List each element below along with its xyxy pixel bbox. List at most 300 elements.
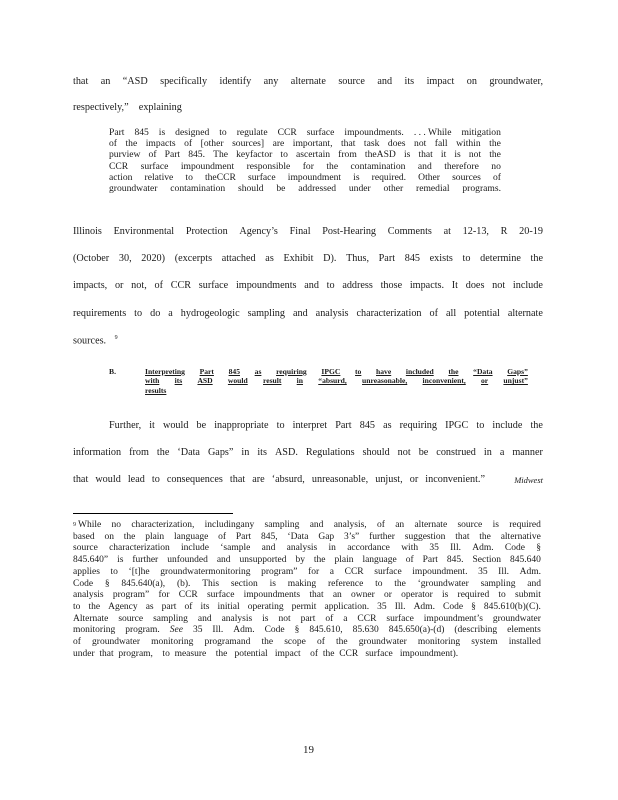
quote-line xyxy=(109,149,501,160)
word: in xyxy=(241,447,250,458)
word: the xyxy=(326,160,339,172)
word: making xyxy=(287,578,317,589)
word: a xyxy=(168,308,173,319)
section-heading xyxy=(145,367,528,395)
word: Agency’s xyxy=(239,226,278,237)
word: groundwatermonitoring xyxy=(160,566,251,577)
body-text xyxy=(73,474,485,485)
word: that xyxy=(455,531,470,542)
word: Code xyxy=(504,543,525,554)
word: and xyxy=(216,555,231,566)
word: should xyxy=(362,447,390,458)
word: Post-Hearing xyxy=(322,226,377,237)
word: surface xyxy=(374,566,402,577)
word: designed xyxy=(175,127,210,138)
word: (describing xyxy=(454,625,498,636)
word: at xyxy=(443,226,451,237)
word: exists xyxy=(429,253,453,264)
word: alternate xyxy=(290,76,326,87)
word: of xyxy=(492,171,501,183)
word: inconvenient, xyxy=(422,376,466,386)
word: as xyxy=(383,420,392,431)
word: its xyxy=(200,601,210,612)
word: therefore xyxy=(444,160,479,172)
word: the xyxy=(156,447,170,458)
word: § xyxy=(536,543,541,554)
word: would xyxy=(95,474,121,485)
heading-line xyxy=(145,386,528,395)
word: surface xyxy=(306,127,335,138)
word: surface xyxy=(198,280,229,291)
body-text: sources. xyxy=(73,335,107,347)
word: inconvenient.” xyxy=(425,474,485,485)
word: Thus, xyxy=(346,253,369,264)
word: source xyxy=(457,520,483,530)
word: See xyxy=(169,625,183,636)
word: Ill. xyxy=(450,543,461,554)
word: from xyxy=(338,149,357,161)
word: It xyxy=(451,280,459,291)
word: submit xyxy=(515,590,541,601)
word: The xyxy=(213,149,228,161)
word: are xyxy=(272,138,285,150)
word: Ill. xyxy=(394,601,406,612)
word: would xyxy=(227,376,248,386)
word: impoundment’s xyxy=(423,613,483,624)
word: the xyxy=(125,138,138,150)
word: a xyxy=(343,613,348,624)
word: surface xyxy=(206,590,235,601)
word: important, xyxy=(292,138,333,150)
word: of xyxy=(376,520,385,530)
word: application. xyxy=(324,601,370,612)
word: Part xyxy=(378,253,396,264)
word: program. xyxy=(125,625,160,636)
word: task xyxy=(363,138,380,150)
word: of xyxy=(325,613,334,624)
heading-text: results xyxy=(145,385,167,395)
word: that xyxy=(73,474,89,485)
word: the xyxy=(489,138,501,150)
word: analysis xyxy=(73,590,104,601)
word: further xyxy=(132,555,159,566)
word: an xyxy=(395,520,405,530)
word: surface xyxy=(386,613,414,624)
word: impoundment. xyxy=(412,566,468,577)
word: Code xyxy=(73,578,94,589)
word: and xyxy=(197,613,212,624)
word: This xyxy=(202,578,220,589)
word: not, xyxy=(131,280,147,291)
body-line xyxy=(109,420,543,431)
footnote-line xyxy=(73,532,541,544)
body-line xyxy=(73,226,543,237)
word: part xyxy=(300,613,316,624)
word: potential xyxy=(464,308,500,319)
word: keyfactor xyxy=(236,149,273,161)
word: of xyxy=(73,637,81,648)
word: not xyxy=(468,149,482,161)
word: no xyxy=(491,160,501,172)
word: is xyxy=(262,613,269,624)
word: is xyxy=(353,171,360,183)
word: included xyxy=(405,367,434,376)
word: impacts, xyxy=(73,280,108,291)
word: to xyxy=(326,280,335,291)
word: Gaps” xyxy=(507,367,528,376)
word: construed xyxy=(436,447,476,458)
word: Illinois xyxy=(73,226,102,237)
word: alternate xyxy=(507,308,543,319)
word: to xyxy=(476,420,485,431)
word: Interpreting xyxy=(145,367,185,376)
word: Alternate xyxy=(73,613,109,624)
word: the xyxy=(261,637,274,648)
word: operating xyxy=(247,601,284,612)
word: and xyxy=(527,578,541,589)
word: an xyxy=(332,590,342,601)
word: to xyxy=(151,474,160,485)
word: the xyxy=(479,531,491,542)
word: impacts. xyxy=(409,280,445,291)
word: of xyxy=(109,138,117,150)
word: fall xyxy=(434,138,448,150)
word: further xyxy=(369,531,395,542)
footnote-line xyxy=(73,520,541,532)
word: Part xyxy=(109,127,125,138)
word: Protection xyxy=(185,226,228,237)
word: source xyxy=(118,613,144,624)
word: ‘Data xyxy=(177,447,200,458)
word: it xyxy=(149,420,155,431)
word: with xyxy=(401,543,419,554)
word: its xyxy=(257,447,267,458)
word: programand xyxy=(204,637,251,648)
footnote-separator xyxy=(73,513,233,514)
footnote-line: under that program, to measure the potential impact of the CCR surface impoundment). xyxy=(73,648,459,659)
word: and xyxy=(309,520,324,530)
word: groundwater, xyxy=(489,76,543,87)
word: scope xyxy=(284,637,306,648)
word: Adm. xyxy=(413,601,435,612)
word: Part xyxy=(164,149,181,161)
word: Ill. xyxy=(498,566,509,577)
word: of xyxy=(218,531,227,542)
word: 35 xyxy=(429,543,439,554)
word: to xyxy=(110,566,118,577)
word: be xyxy=(196,420,207,431)
word: theASD xyxy=(364,149,396,161)
word: 845 xyxy=(134,127,149,138)
word: language xyxy=(174,531,209,542)
word: Environmental xyxy=(113,226,175,237)
word: for xyxy=(302,160,314,172)
word: analysis xyxy=(286,543,318,554)
word: (October xyxy=(73,253,110,264)
word: to xyxy=(498,590,506,601)
word: impoundments xyxy=(235,280,297,291)
word: CCR xyxy=(109,160,129,172)
word: alternative xyxy=(500,531,541,542)
word: would xyxy=(162,420,189,431)
word: its xyxy=(404,76,415,87)
word: address xyxy=(342,280,373,291)
word: accordance xyxy=(347,543,390,554)
word: that xyxy=(418,149,433,161)
footnote-line xyxy=(73,614,541,626)
word: sources] xyxy=(232,138,265,150)
word: Exhibit xyxy=(283,253,314,264)
heading-line xyxy=(145,376,528,385)
word: requirements xyxy=(73,308,127,319)
word: attached xyxy=(221,253,256,264)
word: Final xyxy=(289,226,311,237)
word: includingany xyxy=(204,520,255,530)
word: all xyxy=(446,308,457,319)
word: ‘sample xyxy=(220,543,251,554)
footnote-line xyxy=(73,637,541,649)
word: (b). xyxy=(176,578,191,589)
word: responsible xyxy=(246,160,291,172)
word: § xyxy=(294,625,300,636)
word: ‘Data xyxy=(287,531,309,542)
word: Gap xyxy=(318,531,335,542)
word: characterization xyxy=(109,543,170,554)
word: 845, xyxy=(260,531,278,542)
word: Ill. xyxy=(212,625,224,636)
word: § xyxy=(471,601,476,612)
word: ASD. xyxy=(274,447,298,458)
word: is xyxy=(492,520,499,530)
section-heading-letter: B. xyxy=(109,367,116,376)
word: ASD xyxy=(197,376,213,386)
word: D). xyxy=(323,253,337,264)
word: in xyxy=(296,376,304,386)
word: of xyxy=(148,149,157,161)
footnote-line xyxy=(73,625,541,637)
word: or xyxy=(114,280,124,291)
word: does xyxy=(465,280,485,291)
word: Other xyxy=(418,171,440,183)
word: section xyxy=(230,578,258,589)
word: 35 xyxy=(478,566,488,577)
word: 845 xyxy=(228,367,240,376)
body-line xyxy=(73,308,543,319)
word: manner xyxy=(512,447,543,458)
word: permit xyxy=(291,601,317,612)
word: by xyxy=(295,555,305,566)
word: that xyxy=(229,474,246,485)
body-line xyxy=(73,280,543,291)
word: that xyxy=(309,590,324,601)
word: determine xyxy=(480,253,521,264)
word: are xyxy=(252,474,265,485)
word: of xyxy=(154,280,163,291)
word: Regulations xyxy=(305,447,355,458)
word: requiring xyxy=(399,420,437,431)
word: is xyxy=(117,555,124,566)
word: requiring xyxy=(276,367,307,376)
word: Part xyxy=(235,531,252,542)
word: for xyxy=(158,590,170,601)
word: impoundment xyxy=(180,160,235,172)
word: no xyxy=(111,520,122,530)
word: program” xyxy=(112,590,150,601)
word: the xyxy=(448,367,459,376)
word: 12-13, xyxy=(462,226,489,237)
word: for xyxy=(308,566,320,577)
word: required. xyxy=(371,171,407,183)
word: to xyxy=(219,127,227,138)
body-line xyxy=(73,76,543,87)
word: as xyxy=(265,253,274,264)
word: that xyxy=(341,138,356,150)
word: to xyxy=(134,308,143,319)
word: an xyxy=(100,76,111,87)
word: Adm. xyxy=(472,543,494,554)
word: result xyxy=(263,376,282,386)
word: . . . While xyxy=(413,127,452,138)
word: 3’s” xyxy=(343,531,360,542)
word: sampling xyxy=(264,520,300,530)
word: CCR xyxy=(170,280,192,291)
word: 845 xyxy=(404,253,420,264)
word: [other xyxy=(200,138,224,150)
word: on xyxy=(104,531,114,542)
word: characterization xyxy=(356,308,422,319)
word: based xyxy=(73,531,95,542)
word: include xyxy=(512,280,543,291)
word: ‘[t]he xyxy=(128,566,150,577)
heading-line xyxy=(145,367,528,376)
word: monitoring xyxy=(151,637,194,648)
word: Part xyxy=(335,420,352,431)
word: to xyxy=(355,367,362,376)
word: do xyxy=(150,308,161,319)
word: is xyxy=(403,149,411,161)
word: those xyxy=(380,280,403,291)
word: a xyxy=(329,566,335,577)
word: 845.610(b)(C). xyxy=(483,601,541,612)
footnote-line xyxy=(73,543,541,555)
word: Code xyxy=(264,625,285,636)
word: § xyxy=(104,578,110,589)
word: interpret xyxy=(292,420,328,431)
word: remedial xyxy=(416,183,450,195)
word: program” xyxy=(261,566,298,577)
word: 845.610, xyxy=(309,625,343,636)
word: and xyxy=(377,76,393,87)
word: that xyxy=(73,76,89,87)
word: R xyxy=(500,226,508,237)
word: other xyxy=(383,183,404,195)
word: lead xyxy=(127,474,145,485)
word: CCR xyxy=(178,590,198,601)
word: surface xyxy=(140,160,169,172)
case-citation: Midwest xyxy=(514,475,543,485)
quote-line xyxy=(109,127,501,138)
word: to xyxy=(462,253,471,264)
word: analysis, xyxy=(333,520,367,530)
word: suggestion xyxy=(404,531,446,542)
word: programs. xyxy=(462,183,501,195)
footnote-line xyxy=(73,567,541,579)
word: 2020) xyxy=(141,253,166,264)
word: not xyxy=(397,447,411,458)
body-line xyxy=(73,447,543,458)
quote-line xyxy=(109,161,501,172)
word: and xyxy=(292,308,308,319)
word: as xyxy=(254,367,262,376)
body-line xyxy=(73,474,543,485)
word: groundwater xyxy=(492,613,541,624)
word: the xyxy=(394,578,406,589)
word: a xyxy=(499,447,505,458)
word: impact xyxy=(426,76,455,87)
word: plain xyxy=(334,555,354,566)
word: is xyxy=(269,578,276,589)
word: or xyxy=(409,474,419,485)
word: (excerpts xyxy=(174,253,213,264)
word: of xyxy=(429,308,439,319)
word: does xyxy=(387,138,406,150)
word: ‘absurd, xyxy=(271,474,305,485)
word: Part xyxy=(422,555,438,566)
word: within xyxy=(456,138,481,150)
word: reference xyxy=(327,578,364,589)
word: groundwater xyxy=(109,183,158,195)
body-line xyxy=(73,253,543,264)
word: the xyxy=(336,637,348,648)
word: unfounded xyxy=(167,555,208,566)
word: the xyxy=(123,531,136,542)
footnote-reference[interactable]: 9 xyxy=(114,335,118,341)
word: is xyxy=(441,590,449,601)
word: inappropriate xyxy=(214,420,269,431)
word: 845.650(a)-(d) xyxy=(388,625,445,636)
word: it xyxy=(440,149,447,161)
word: Agency xyxy=(108,601,138,612)
word: Adm. xyxy=(519,566,541,577)
word: While xyxy=(78,520,102,530)
word: the xyxy=(88,601,101,612)
word: Gaps” xyxy=(207,447,234,458)
word: the xyxy=(530,253,543,264)
word: the xyxy=(530,420,543,431)
footnote-marker: 9 xyxy=(73,522,76,528)
word: unjust, xyxy=(375,474,403,485)
word: or xyxy=(481,376,489,386)
word: owner xyxy=(351,590,375,601)
page-number: 19 xyxy=(303,744,314,756)
word: unsupported xyxy=(239,555,287,566)
word: as xyxy=(145,601,154,612)
word: IPGC xyxy=(321,367,341,376)
word: source xyxy=(73,543,98,554)
word: to xyxy=(73,601,81,612)
word: Section xyxy=(472,555,501,566)
word: unreasonable, xyxy=(311,474,369,485)
word: impoundments. xyxy=(344,127,404,138)
word: have xyxy=(376,367,392,376)
word: CCR xyxy=(357,613,377,624)
word: 845 xyxy=(359,420,375,431)
word: 35 xyxy=(377,601,387,612)
word: theCCR xyxy=(204,171,236,183)
word: unjust” xyxy=(503,376,528,386)
word: 845. xyxy=(188,149,205,161)
word: required xyxy=(509,520,541,530)
